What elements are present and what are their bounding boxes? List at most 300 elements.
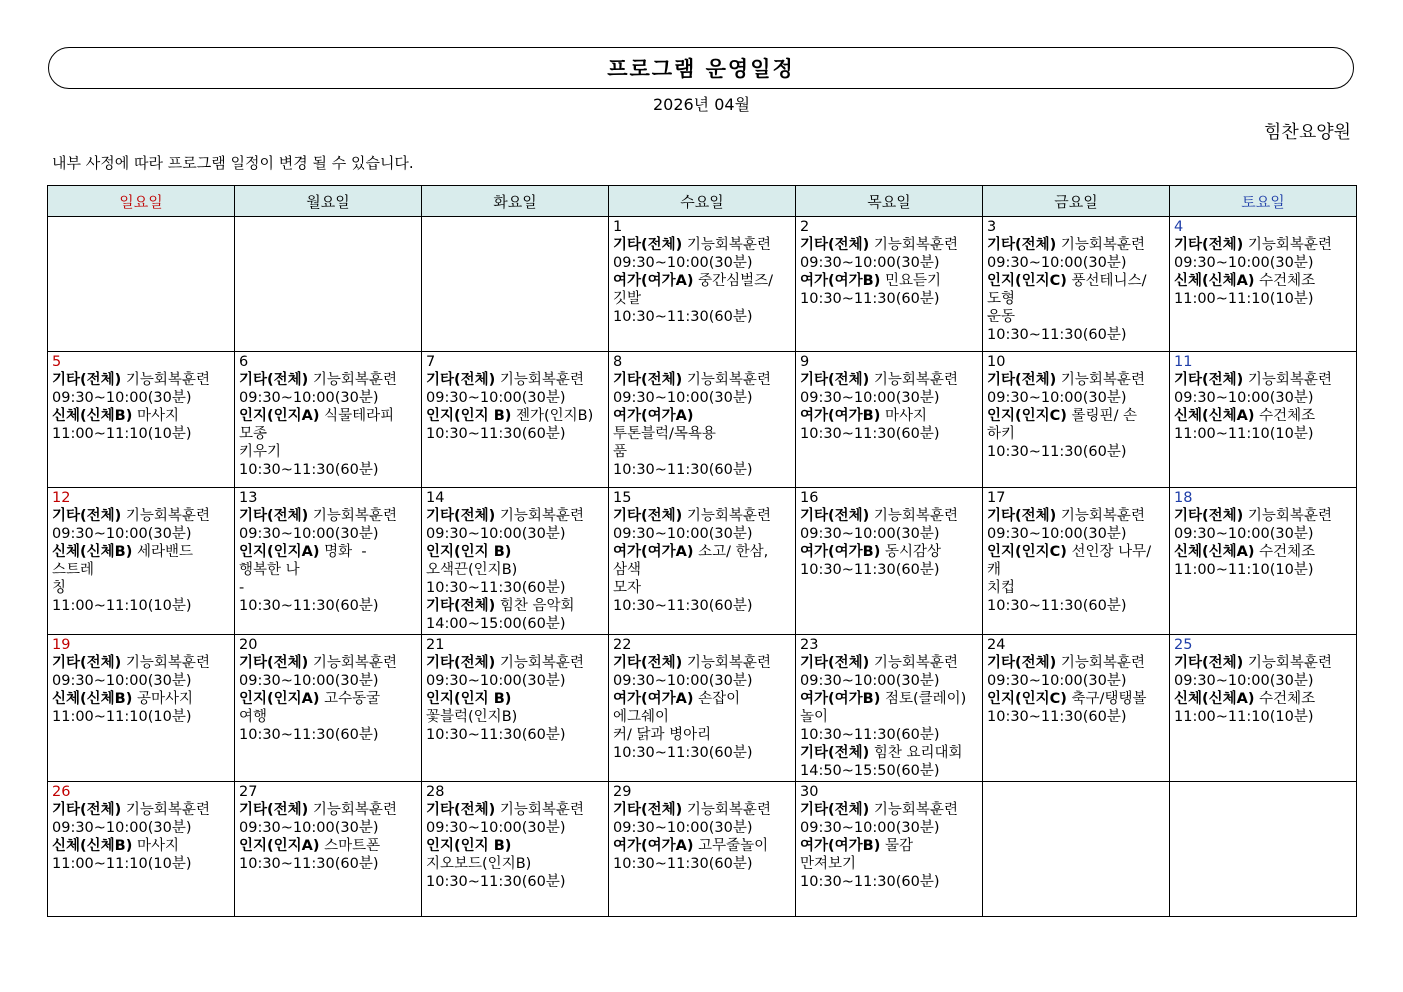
week-row: [48, 352, 1357, 488]
program-category: 기타(전체): [52, 372, 122, 388]
program-category: 기타(전체): [613, 372, 683, 388]
program-category: 인지(인지 B): [426, 544, 512, 560]
day-number: 22: [613, 637, 632, 653]
program-category: 기타(전체): [52, 802, 122, 818]
program-category: 여가(여가B): [800, 544, 881, 560]
program-category: 기타(전체): [987, 372, 1057, 388]
program-name: 기능회복훈련: [495, 372, 584, 388]
program-time: 09:30~10:00(30분): [613, 820, 753, 836]
weekday-saturday: 토요일: [1170, 186, 1357, 217]
day-cell: [1170, 217, 1357, 352]
program-time: 11:00~11:10(10분): [1174, 291, 1314, 307]
program-title-line: [239, 690, 417, 726]
program-title-line: [1174, 654, 1352, 672]
program-name: 기능회복훈련: [308, 508, 397, 524]
day-number: 12: [52, 490, 71, 506]
program-name: 중간심벌즈/ 깃발: [613, 273, 774, 307]
program-time: 10:30~11:30(60분): [987, 709, 1127, 725]
program-title-line: [239, 837, 417, 855]
program-time: 09:30~10:00(30분): [1174, 526, 1314, 542]
program-entry: [239, 654, 417, 690]
calendar-body: [48, 217, 1357, 917]
program-time: 09:30~10:00(30분): [613, 526, 753, 542]
program-time: 09:30~10:00(30분): [52, 673, 192, 689]
program-category: 기타(전체): [613, 508, 683, 524]
program-name: 기능회복훈련: [682, 802, 771, 818]
program-title-line: [52, 371, 230, 389]
program-time: 10:30~11:30(60분): [239, 856, 379, 872]
program-category: 기타(전체): [800, 802, 870, 818]
program-entry: [800, 407, 978, 443]
program-name: 동시감상: [880, 544, 941, 560]
program-name: 기능회복훈련: [869, 802, 958, 818]
program-category: 기타(전체): [426, 372, 496, 388]
program-name: 세라밴드 스트레 칭: [52, 544, 193, 596]
program-category: 인지(인지C): [987, 408, 1067, 424]
program-category: 기타(전체): [1174, 237, 1244, 253]
program-time: 09:30~10:00(30분): [613, 673, 753, 689]
program-name: 기능회복훈련: [121, 655, 210, 671]
program-name: 기능회복훈련: [682, 655, 771, 671]
program-name: 기능회복훈련: [869, 237, 958, 253]
title-banner: [48, 47, 1354, 89]
day-cell: [422, 352, 609, 488]
program-category: 신체(신체A): [1174, 544, 1255, 560]
day-cell: [48, 635, 235, 782]
program-entry: [52, 654, 230, 690]
program-category: 기타(전체): [613, 802, 683, 818]
program-title-line: [613, 543, 791, 597]
program-title-line: [987, 507, 1165, 525]
program-entry: [1174, 507, 1352, 543]
day-cell: [48, 352, 235, 488]
program-time: 10:30~11:30(60분): [613, 462, 753, 478]
program-name: 기능회복훈련: [1243, 655, 1332, 671]
program-category: 기타(전체): [239, 372, 309, 388]
weekday-monday: 월요일: [235, 186, 422, 217]
program-time: 09:30~10:00(30분): [800, 390, 940, 406]
program-title-line: [613, 407, 791, 461]
program-title-line: [987, 236, 1165, 254]
program-name: 수건체조: [1254, 408, 1316, 424]
program-entry: [987, 507, 1165, 543]
program-title-line: [426, 801, 604, 819]
program-name: 기능회복훈련: [121, 372, 210, 388]
program-category: 기타(전체): [426, 655, 496, 671]
program-entry: [426, 597, 604, 633]
program-name: 기능회복훈련: [1056, 508, 1145, 524]
program-time: 10:30~11:30(60분): [800, 727, 940, 743]
day-number: 19: [52, 637, 71, 653]
program-time: 11:00~11:10(10분): [52, 856, 192, 872]
program-time: 10:30~11:30(60분): [987, 598, 1127, 614]
weekday-thursday: 목요일: [796, 186, 983, 217]
day-number: 25: [1174, 637, 1193, 653]
program-entry: [239, 371, 417, 407]
program-category: 기타(전체): [426, 802, 496, 818]
program-entry: [52, 801, 230, 837]
weekday-header-row: [48, 186, 1357, 217]
program-time: 09:30~10:00(30분): [239, 673, 379, 689]
day-number: 14: [426, 490, 445, 506]
program-time: 09:30~10:00(30분): [1174, 390, 1314, 406]
program-title-line: [52, 543, 230, 597]
program-entry: [613, 837, 791, 873]
program-entry: [613, 272, 791, 326]
program-category: 인지(인지 B): [426, 408, 512, 424]
program-name: 수건체조: [1254, 273, 1316, 289]
day-cell: [983, 352, 1170, 488]
program-category: 기타(전체): [800, 745, 870, 761]
program-name: 투톤블럭/목욕용 품: [613, 426, 716, 460]
program-title-line: [52, 801, 230, 819]
day-number: 4: [1174, 219, 1184, 235]
program-category: 인지(인지 B): [426, 691, 512, 707]
program-title-line: [800, 837, 978, 873]
day-number: 23: [800, 637, 819, 653]
program-title-line: [239, 543, 417, 597]
day-number: 21: [426, 637, 445, 653]
day-number: 18: [1174, 490, 1193, 506]
program-entry: [1174, 543, 1352, 579]
program-entry: [1174, 371, 1352, 407]
program-entry: [987, 272, 1165, 344]
program-entry: [1174, 654, 1352, 690]
program-name: 선인장 나무/ 캐 치컵: [987, 544, 1152, 596]
program-title-line: [613, 371, 791, 389]
program-entry: [987, 371, 1165, 407]
program-entry: [239, 801, 417, 837]
program-time: 09:30~10:00(30분): [1174, 255, 1314, 271]
program-name: 힘찬 음악회: [495, 598, 575, 614]
program-title-line: [613, 272, 791, 308]
program-category: 인지(인지A): [239, 408, 320, 424]
program-title-line: [987, 690, 1165, 708]
program-entry: [52, 543, 230, 615]
program-category: 기타(전체): [52, 655, 122, 671]
program-name: 기능회복훈련: [121, 508, 210, 524]
program-category: 기타(전체): [426, 598, 496, 614]
program-time: 09:30~10:00(30분): [239, 526, 379, 542]
program-category: 인지(인지A): [239, 544, 320, 560]
day-number: 10: [987, 354, 1006, 370]
program-entry: [1174, 236, 1352, 272]
program-title-line: [52, 837, 230, 855]
program-name: 기능회복훈련: [1243, 508, 1332, 524]
program-time: 10:30~11:30(60분): [239, 462, 379, 478]
program-title-line: [800, 407, 978, 425]
program-entry: [613, 654, 791, 690]
program-title-line: [239, 407, 417, 461]
program-category: 기타(전체): [987, 508, 1057, 524]
day-cell: [422, 635, 609, 782]
program-entry: [800, 507, 978, 543]
empty-day-cell: [422, 217, 609, 352]
program-entry: [800, 837, 978, 891]
program-time: 10:30~11:30(60분): [426, 727, 566, 743]
program-title-line: [800, 690, 978, 726]
day-number: 16: [800, 490, 819, 506]
program-entry: [239, 407, 417, 479]
program-entry: [800, 236, 978, 272]
program-time: 09:30~10:00(30분): [426, 673, 566, 689]
day-cell: [48, 782, 235, 917]
program-title-line: [426, 837, 604, 873]
program-time: 10:30~11:30(60분): [613, 745, 753, 761]
program-category: 기타(전체): [239, 802, 309, 818]
day-number: 2: [800, 219, 810, 235]
program-time: 10:30~11:30(60분): [239, 598, 379, 614]
program-entry: [613, 543, 791, 615]
day-cell: [235, 635, 422, 782]
program-category: 신체(신체A): [1174, 691, 1255, 707]
program-name: 마사지: [880, 408, 927, 424]
program-entry: [426, 371, 604, 407]
program-title-line: [426, 597, 604, 615]
day-cell: [609, 635, 796, 782]
week-row: [48, 635, 1357, 782]
day-cell: [796, 488, 983, 635]
empty-day-cell: [235, 217, 422, 352]
program-entry: [239, 507, 417, 543]
program-time: 10:30~11:30(60분): [426, 580, 566, 596]
program-time: 09:30~10:00(30분): [613, 255, 753, 271]
program-title-line: [52, 507, 230, 525]
program-name: 축구/탱탱볼: [1066, 691, 1147, 707]
program-name: 기능회복훈련: [1243, 372, 1332, 388]
program-category: 인지(인지C): [987, 544, 1067, 560]
program-name: 오색끈(인지B): [426, 562, 518, 578]
program-time: 09:30~10:00(30분): [239, 820, 379, 836]
program-entry: [987, 236, 1165, 272]
weekday-friday: 금요일: [983, 186, 1170, 217]
program-entry: [987, 654, 1165, 690]
program-time: 09:30~10:00(30분): [52, 390, 192, 406]
day-cell: [796, 217, 983, 352]
program-name: 풍선테니스/ 도형 운동: [987, 273, 1147, 325]
program-name: 소고/ 한삼, 삼색 모자: [613, 544, 769, 596]
program-time: 09:30~10:00(30분): [987, 673, 1127, 689]
program-category: 기타(전체): [800, 655, 870, 671]
program-title-line: [613, 654, 791, 672]
day-number: 9: [800, 354, 810, 370]
program-time: 10:30~11:30(60분): [426, 874, 566, 890]
program-entry: [987, 543, 1165, 615]
program-entry: [426, 801, 604, 837]
program-title-line: [1174, 543, 1352, 561]
program-category: 기타(전체): [426, 508, 496, 524]
day-number: 30: [800, 784, 819, 800]
day-number: 13: [239, 490, 258, 506]
program-category: 기타(전체): [52, 508, 122, 524]
page-title: 프로그램 운영일정: [607, 57, 795, 81]
program-entry: [426, 507, 604, 543]
program-title-line: [1174, 507, 1352, 525]
program-entry: [52, 371, 230, 407]
program-name: 기능회복훈련: [1243, 237, 1332, 253]
program-name: 물감 만져보기: [800, 838, 913, 872]
day-cell: [796, 635, 983, 782]
day-number: 6: [239, 354, 249, 370]
program-title-line: [426, 371, 604, 389]
program-entry: [52, 507, 230, 543]
month-label: 2026년 04월: [652, 95, 751, 114]
week-row: [48, 217, 1357, 352]
day-number: 15: [613, 490, 632, 506]
day-cell: [422, 488, 609, 635]
program-entry: [800, 543, 978, 579]
program-category: 여가(여가A): [613, 691, 694, 707]
day-cell: [1170, 635, 1357, 782]
program-entry: [613, 690, 791, 762]
program-time: 09:30~10:00(30분): [52, 820, 192, 836]
day-cell: [983, 217, 1170, 352]
program-category: 인지(인지A): [239, 838, 320, 854]
program-title-line: [987, 272, 1165, 326]
program-category: 여가(여가A): [613, 838, 694, 854]
program-entry: [52, 837, 230, 873]
program-entry: [613, 801, 791, 837]
program-entry: [426, 543, 604, 597]
program-entry: [1174, 272, 1352, 308]
day-number: 26: [52, 784, 71, 800]
day-number: 3: [987, 219, 997, 235]
program-category: 신체(신체B): [52, 544, 133, 560]
program-category: 신체(신체A): [1174, 408, 1255, 424]
program-category: 여가(여가B): [800, 408, 881, 424]
program-entry: [987, 407, 1165, 461]
program-category: 인지(인지A): [239, 691, 320, 707]
day-number: 28: [426, 784, 445, 800]
day-number: 24: [987, 637, 1006, 653]
weekday-wednesday: 수요일: [609, 186, 796, 217]
program-title-line: [800, 543, 978, 561]
program-title-line: [52, 407, 230, 425]
program-title-line: [426, 690, 604, 726]
day-cell: [983, 488, 1170, 635]
program-time: 11:00~11:10(10분): [52, 598, 192, 614]
program-entry: [800, 690, 978, 744]
program-title-line: [52, 690, 230, 708]
program-category: 기타(전체): [239, 508, 309, 524]
program-category: 기타(전체): [987, 237, 1057, 253]
program-name: 기능회복훈련: [308, 655, 397, 671]
program-title-line: [987, 407, 1165, 443]
program-time: 09:30~10:00(30분): [426, 820, 566, 836]
program-name: 고수동굴 여행: [239, 691, 381, 725]
program-title-line: [426, 507, 604, 525]
program-time: 09:30~10:00(30분): [426, 390, 566, 406]
program-category: 기타(전체): [613, 655, 683, 671]
program-entry: [239, 543, 417, 615]
program-category: 기타(전체): [800, 372, 870, 388]
day-cell: [983, 635, 1170, 782]
program-title-line: [426, 407, 604, 425]
program-title-line: [1174, 236, 1352, 254]
program-time: 10:30~11:30(60분): [613, 309, 753, 325]
program-title-line: [239, 507, 417, 525]
program-title-line: [800, 654, 978, 672]
program-time: 11:00~11:10(10분): [52, 709, 192, 725]
program-name: 지오보드(인지B): [426, 856, 532, 872]
program-category: 신체(신체A): [1174, 273, 1255, 289]
program-title-line: [239, 654, 417, 672]
program-category: 여가(여가A): [613, 408, 694, 424]
program-category: 여가(여가A): [613, 273, 694, 289]
program-time: 09:30~10:00(30분): [1174, 673, 1314, 689]
day-cell: [1170, 488, 1357, 635]
weekday-sunday: 일요일: [48, 186, 235, 217]
empty-day-cell: [48, 217, 235, 352]
program-name: 기능회복훈련: [869, 508, 958, 524]
program-time: 10:30~11:30(60분): [426, 426, 566, 442]
program-name: 기능회복훈련: [121, 802, 210, 818]
program-category: 기타(전체): [239, 655, 309, 671]
empty-day-cell: [983, 782, 1170, 917]
program-name: 기능회복훈련: [682, 508, 771, 524]
program-name: 기능회복훈련: [1056, 372, 1145, 388]
program-time: 10:30~11:30(60분): [800, 291, 940, 307]
program-name: 민요듣기: [880, 273, 941, 289]
program-category: 기타(전체): [1174, 508, 1244, 524]
program-category: 신체(신체B): [52, 691, 133, 707]
program-category: 인지(인지C): [987, 691, 1067, 707]
program-time: 10:30~11:30(60분): [613, 856, 753, 872]
day-cell: [235, 488, 422, 635]
program-title-line: [426, 543, 604, 579]
program-category: 기타(전체): [613, 237, 683, 253]
day-cell: [796, 782, 983, 917]
day-number: 27: [239, 784, 258, 800]
program-time: 11:00~11:10(10분): [1174, 709, 1314, 725]
program-time: 11:00~11:10(10분): [1174, 562, 1314, 578]
program-entry: [52, 407, 230, 443]
day-cell: [609, 488, 796, 635]
program-category: 여가(여가A): [613, 544, 694, 560]
program-name: 꽃블럭(인지B): [426, 709, 518, 725]
program-name: 기능회복훈련: [1056, 237, 1145, 253]
week-row: [48, 488, 1357, 635]
program-name: 손잡이 에그쉐이 커/ 닭과 병아리: [613, 691, 741, 743]
day-number: 11: [1174, 354, 1193, 370]
day-number: 17: [987, 490, 1006, 506]
day-cell: [48, 488, 235, 635]
program-time: 09:30~10:00(30분): [426, 526, 566, 542]
program-title-line: [1174, 690, 1352, 708]
program-name: 기능회복훈련: [495, 655, 584, 671]
program-time: 10:30~11:30(60분): [800, 426, 940, 442]
program-entry: [239, 837, 417, 873]
program-time: 09:30~10:00(30분): [800, 820, 940, 836]
program-name: 점토(클레이) 놀이: [800, 691, 967, 725]
program-name: 기능회복훈련: [869, 372, 958, 388]
program-title-line: [239, 801, 417, 819]
program-name: 기능회복훈련: [308, 372, 397, 388]
program-time: 09:30~10:00(30분): [52, 526, 192, 542]
program-title-line: [613, 507, 791, 525]
program-entry: [426, 837, 604, 891]
program-name: 기능회복훈련: [495, 508, 584, 524]
program-category: 신체(신체B): [52, 408, 133, 424]
program-entry: [613, 507, 791, 543]
program-name: 기능회복훈련: [1056, 655, 1145, 671]
program-entry: [1174, 407, 1352, 443]
schedule-notice: 내부 사정에 따라 프로그램 일정이 변경 될 수 있습니다.: [52, 154, 414, 172]
program-entry: [987, 690, 1165, 726]
program-title-line: [1174, 371, 1352, 389]
program-name: 롤링핀/ 손 하키: [987, 408, 1138, 442]
day-cell: [609, 217, 796, 352]
